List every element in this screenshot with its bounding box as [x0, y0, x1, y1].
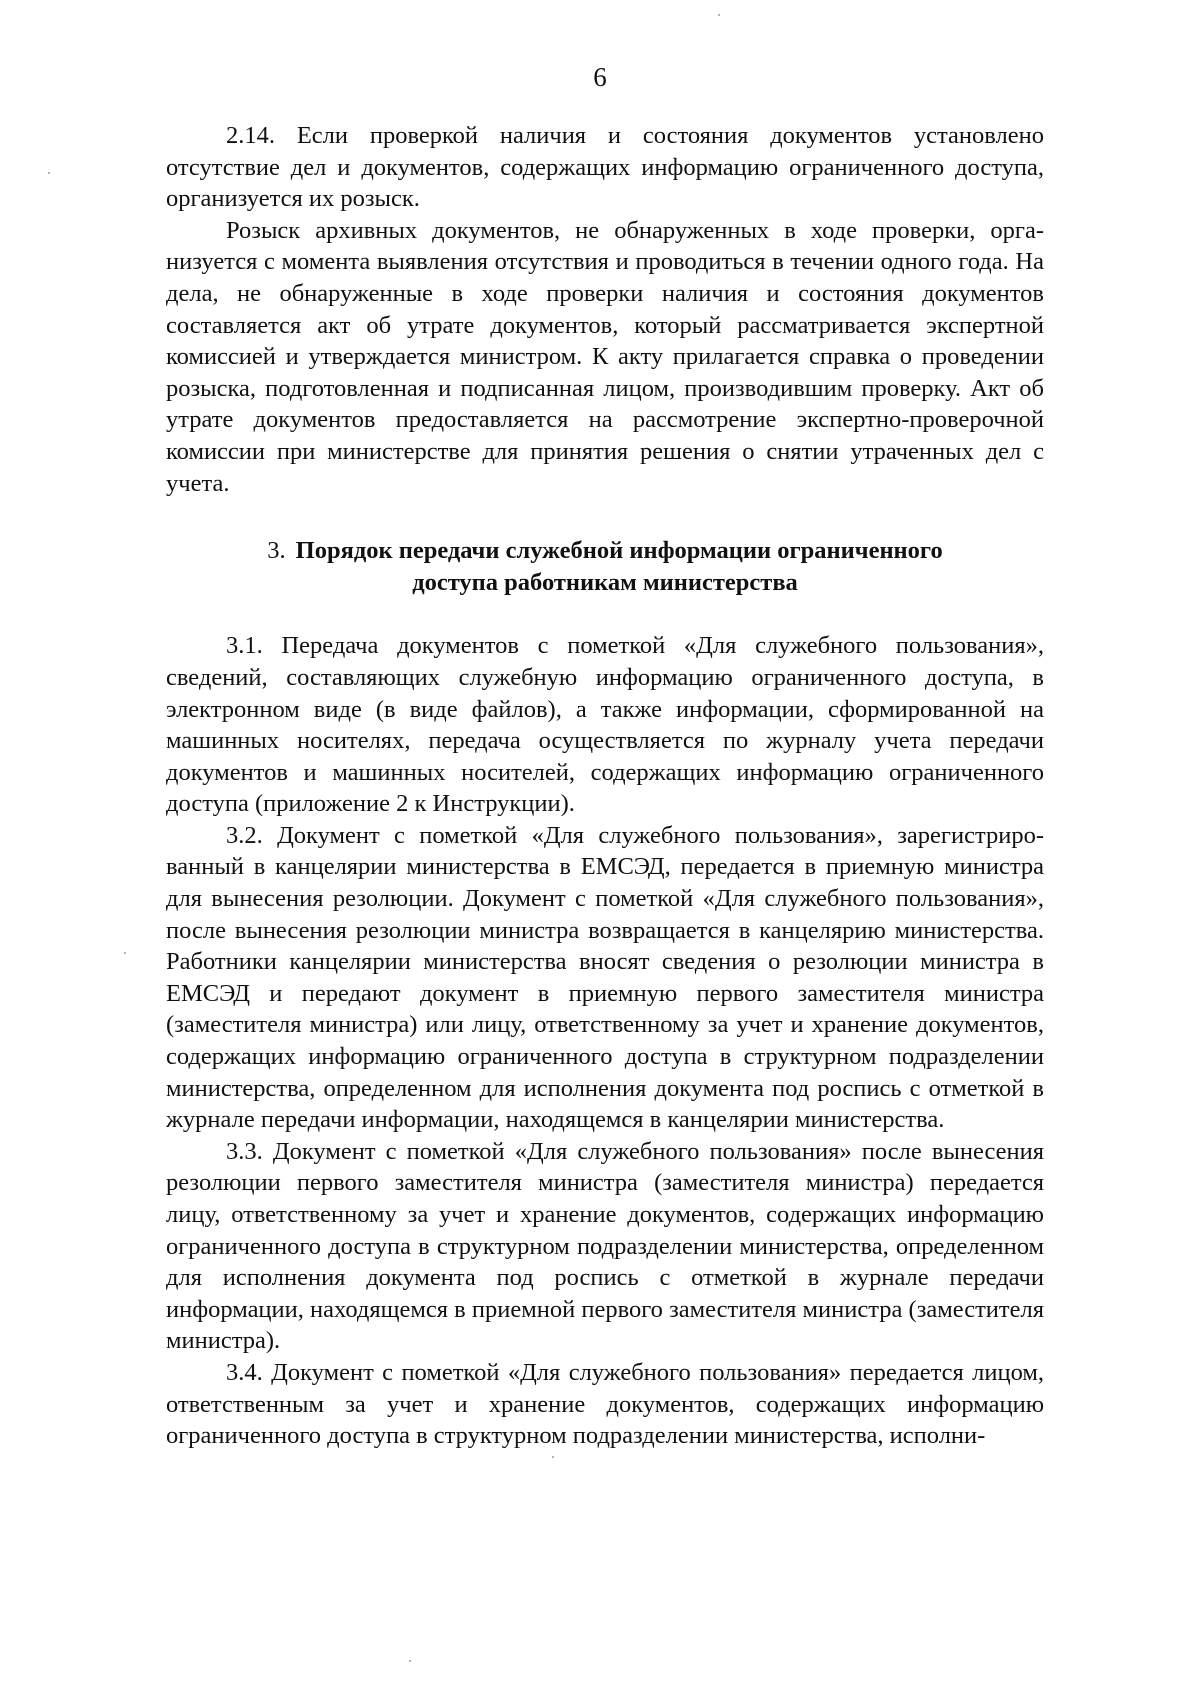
scan-speck [124, 952, 126, 954]
page-number: 6 [593, 62, 607, 92]
paragraph-2-14: 2.14. Если проверкой наличия и состояния документов установлено отсутствие дел и документов, содержащих информацию ограниченного доступа, организуется их розыск. [166, 122, 1044, 213]
section-title-part-2: доступа работникам министерства [412, 568, 798, 596]
paragraph-3-3: 3.3. Документ с пометкой «Для служебного пользования» после вынесения резолюции первого заместителя министра (заместителя министра) передается лицу, ответственному за учет и хранение документов, содержащих информацию ограниченного доступа в структурном подразделении министерства, определенном для исполнения документа под роспись с отметкой в журнале передачи информации, находящемся в приемной первого заместителя министра (заместителя министра). [166, 1137, 1044, 1355]
section-number: 3. [267, 537, 286, 565]
scan-speck [718, 14, 720, 16]
scan-speck [409, 1660, 411, 1662]
paragraph-3-1: 3.1. Передача документов с пометкой «Для служебного пользования», сведений, составляющих служебную информацию ограниченного доступа, в электронном виде (в виде файлов), а также информации, сформированной на машинных носителях, передача осуществляется по журналу учета передачи документов и машинных носителей, содержащих информацию ограниченного доступа (приложение 2 к Инструкции). [166, 632, 1044, 818]
section-heading [166, 535, 1044, 598]
paragraph-search: Розыск архивных документов, не обнаруженных в ходе проверки, организуется с момента выявления отсутствия и проводиться в течении одного года. На дела, не обнаруженные в ходе проверки наличия и состояния документов составляется акт об утрате документов, который рассматривается экспертной комиссией и утверждается министром. К акту прилагается справка о проведении розыска, подготовленная и подписанная лицом, производившим проверку. Акт об утрате документов предоставляется на рассмотрение экспертно-проверочной комиссии при министерстве для принятия решения о снятии утраченных дел с учета. [166, 216, 1044, 497]
document-body [166, 120, 1044, 1452]
paragraph-3-2: 3.2. Документ с пометкой «Для служебного пользования», зарегистрированный в канцелярии министерства в ЕМСЭД, передается в приемную министра для вынесения резолюции. Документ с пометкой «Для служебного пользования», после вынесения резолюции министра возвращается в канцелярию министерства. Работники канцелярии министерства вносят сведения о резолюции министра в ЕМСЭД и передают документ в приемную первого заместителя министра (заместителя министра) или лицу, ответственному за учет и хранение документов, содержащих информацию ограниченного доступа в структурном подразделении министерства, определенном для исполнения документа под роспись с отметкой в журнале передачи информации, находящемся в канцелярии министерства. [166, 821, 1044, 1134]
scan-speck [552, 1456, 554, 1458]
section-title-part-1: Порядок передачи служебной информации ограниченного [295, 537, 943, 565]
scan-speck [48, 172, 50, 174]
section-heading-line-1 [166, 535, 1044, 567]
paragraph-3-4: 3.4. Документ с пометкой «Для служебного пользования» передается лицом, ответственным за учет и хранение документов, содержащих информацию ограниченного доступа в структурном подразделении министерства, исполни- [166, 1358, 1044, 1450]
